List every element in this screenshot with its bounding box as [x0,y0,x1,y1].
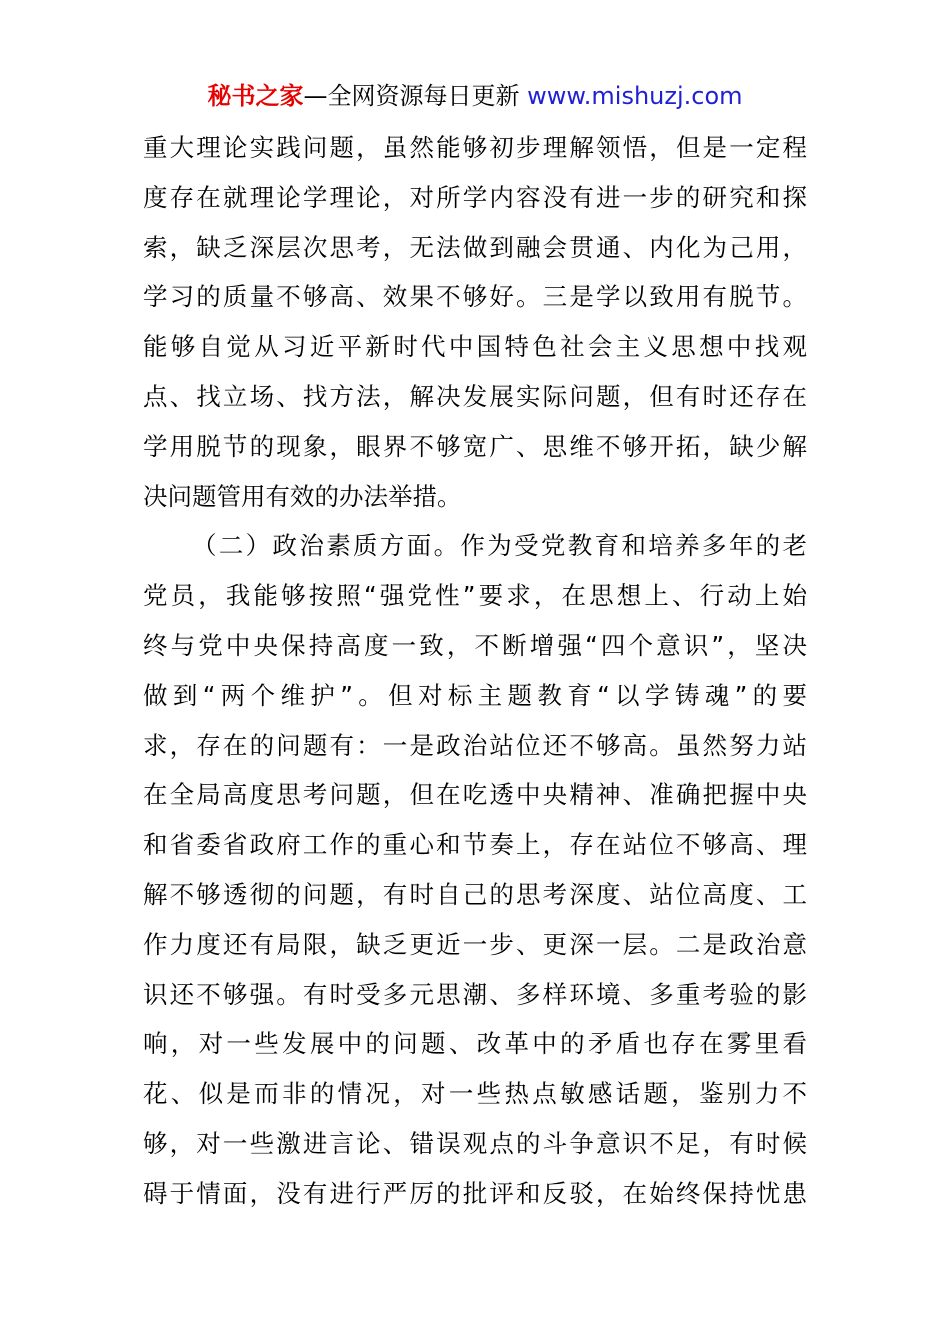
text-line: 解不够透彻的问题，有时自己的思考深度、站位高度、工 [143,879,807,909]
text-line: 做到“两个维护”。但对标主题教育“以学铸魂”的要 [143,680,807,710]
text-line: 党员，我能够按照“强党性”要求，在思想上、行动上始 [143,581,807,611]
text-line: 识还不够强。有时受多元思潮、多样环境、多重考验的影 [143,979,807,1009]
text-line: 重大理论实践问题，虽然能够初步理解领悟，但是一定程 [143,133,807,162]
section-heading-line: （二）政治素质方面。作为受党教育和培养多年的老 [192,531,807,561]
text-line: 学习的质量不够高、效果不够好。三是学以致用有脱节。 [143,282,807,312]
text-line: 响，对一些发展中的问题、改革中的矛盾也存在雾里看 [143,1029,807,1059]
text-line: 学用脱节的现象，眼界不够宽广、思维不够开拓，缺少解 [143,431,807,461]
text-line: 终与党中央保持高度一致，不断增强“四个意识”，坚决 [143,630,807,660]
text-line: 碍于情面，没有进行严厉的批评和反驳，在始终保持忧患 [143,1178,807,1208]
text-line: 在全局高度思考问题，但在吃透中央精神、准确把握中央 [143,780,807,810]
header-website-link[interactable]: www.mishuzj.com [527,82,743,110]
text-line: 决问题管用有效的办法举措。 [143,481,462,511]
text-line: 够，对一些激进言论、错误观点的斗争意识不足，有时候 [143,1128,807,1158]
text-line: 花、似是而非的情况，对一些热点敏感话题，鉴别力不 [143,1079,807,1109]
text-line: 作力度还有局限，缺乏更近一步、更深一层。二是政治意 [143,929,807,959]
text-line: 和省委省政府工作的重心和节奏上，存在站位不够高、理 [143,830,807,860]
header-slogan: —全网资源每日更新 [303,82,528,110]
text-line: 能够自觉从习近平新时代中国特色社会主义思想中找观 [143,332,807,362]
document-body [143,123,807,1219]
text-line: 求，存在的问题有：一是政治站位还不够高。虽然努力站 [143,730,807,760]
page-header [0,80,950,112]
header-brand: 秘书之家 [207,82,304,110]
text-line: 点、找立场、找方法，解决发展实际问题，但有时还存在 [143,381,807,411]
text-line: 度存在就理论学理论，对所学内容没有进一步的研究和探 [143,182,807,212]
text-line: 索，缺乏深层次思考，无法做到融会贯通、内化为己用， [143,232,807,262]
